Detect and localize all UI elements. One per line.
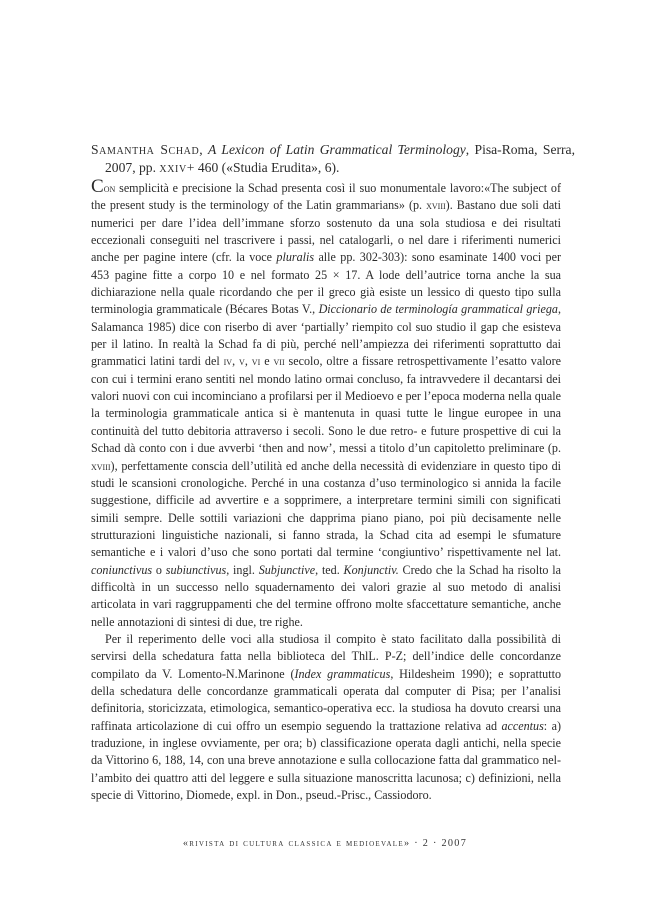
paragraph-1: Con semplicità e precisione la Schad presenta così il suo monumentale lavoro:«The subject of the present study is the terminology of the Latin grammarians» (p. xviii). Bastano due soli dati numerici per dare l’idea dell’immane sforzo sostenuto da una sola studiosa e dei risultati eccezionali conseguiti nel trascrivere i passi, nel catalogarli, o nel dare i riferimenti numerici anche per pagine intere (cfr. la voce pluralis alle pp. 302-303): sono esaminate 1400 voci per 453 pagine fitte a corpo 10 e nel formato 25 × 17. A lode dell’autrice torna anche la sua dichiarazione nella quale ricordando che per il greco già esiste un lessico di questo tipo sulla terminologia grammaticale (Bécares Botas V., Diccionario de terminología grammatical griega, Salamanca 1985) dice con riserbo di aver ‘partially’ riempito col suo studio il gap che esisteva per il latino. In realtà la Schad fa di più, perché nell’ampiezza dei riferimenti soprattutto dai grammatici latini tardi del iv, v, vi e vii secolo, oltre a fissare retrospettivamente l’esatto valore con cui i termini erano sentiti nel mondo latino ormai concluso, fa intravvedere il decantarsi dei valori nuovi con cui incominciano a profilarsi per il Medioevo e per l’epoca moderna nella quale la terminologia grammaticale antica si è mantenuta in quasi tutte le lingue europee in una continuità del tutto debitoria attraverso i secoli. Sono le due retro- e future prospettive di cui la Schad dà conto con i due avverbi ‘then and now’, messi a titolo d’un capitoletto preliminare (p. xviii), perfettamente conscia dell’utilità ed anche della necessità di evidenziare in questo tipo di studi le scansioni cronologiche. Perché in una costanza d’uso terminologico si annida la facile suggestione, difficile ad avvertire e a sopprimere, a interpretare termini simili con significati simili sempre. Delle sottili variazioni che dapprima piano piano, poi più decisamente nelle strutturazioni linguistiche nazionali, si fanno strada, la Schad cita ad esempi le sfumature semantiche e i valori d’uso che sono portati dal termine ‘congiuntivo’ rispettivamente nel lat. coniunctivus o subiunctivus, ingl. Subjunctive, ted. Konjunctiv. Credo che la Schad ha risolto la difficoltà in un successo nello squadernamento dei valori grazie al suo metodo di analisi articolata in vari raggruppamenti che del termine offrono molte sfaccettature semantiche, anche nelle annotazioni di sintesi di due, tre righe. xyxy=(91,176,562,629)
review-pages-roman: xxiv xyxy=(159,160,187,175)
journal-footer: «rivista di cultura classica e medioevale» · 2 · 2007 xyxy=(182,838,468,849)
review-heading: Samantha Schad, A Lexicon of Latin Grammatical Terminology, Pisa-Roma, Serra, 2007, pp. xxiv+ 460 («Studia Erudita», 6). xyxy=(91,142,575,175)
paragraph-2: Per il reperimento delle voci alla studiosa il compito è stato facilitato dalla possibilità di servirsi della schedatura fatta nella biblioteca del ThlL. P-Z; dell’indice delle concordanze compilato da V. Lomento-N.Marinone (Index grammaticus, Hildesheim 1990); e soprattutto della schedatura delle concordanze grammaticali operata dal computer di Pisa; per l’analisi definitoria, storicizzata, etimologica, semantico-operativa ecc. la studiosa ha dovuto crearsi una raffinata articolazione di cui offro un esempio seguendo la trattazione relativa ad accentus: a) traduzione, in inglese ovviamente, per ora; b) classificazione operata dagli antichi, nella specie da Vittorino 6, 188, 14, con una breve annotazione e sulla collocazione fatta dal grammatico nell’ambito dei quattro atti del leggere e sulla situazione manoscritta lacunosa; c) definizioni, nella specie di Vittorino, Diomede, expl. in Don., pseud.-Prisc., Cassiodoro. xyxy=(91,631,562,803)
drop-letter: C xyxy=(91,176,104,197)
review-publication: , Pisa-Roma, Serra, 2007, pp. xyxy=(105,142,575,175)
review-author: Samantha Schad xyxy=(91,142,200,157)
review-book-title: A Lexicon of Latin Grammatical Terminology xyxy=(208,142,466,157)
review-publication-end: + 460 («Studia Erudita», 6). xyxy=(186,160,340,175)
first-word-rest: on xyxy=(103,181,116,195)
review-body xyxy=(91,176,562,804)
